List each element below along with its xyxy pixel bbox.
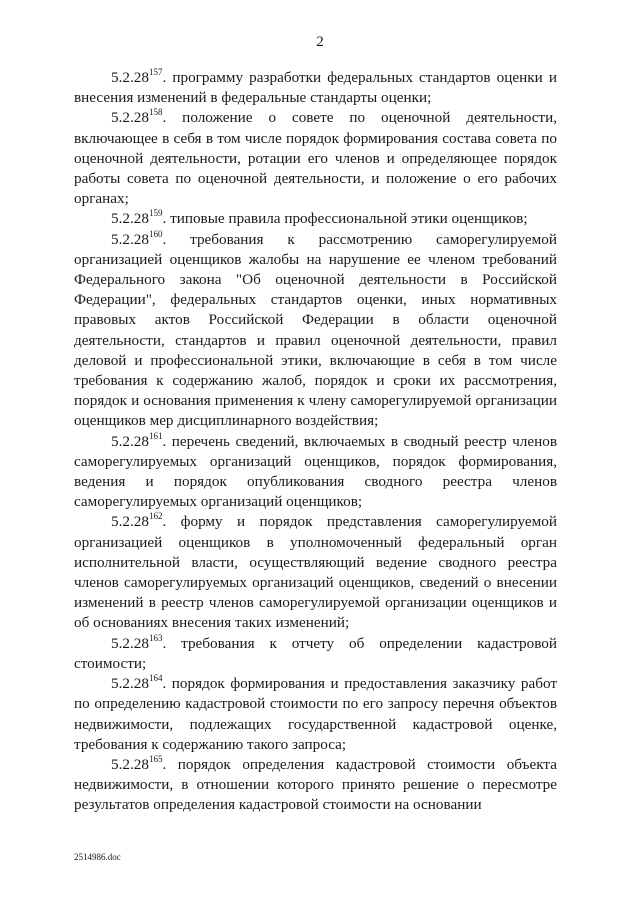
- clause-number: 5.2.28$^{162}$: [111, 511, 163, 531]
- list-item: [74, 512, 557, 633]
- clause-text: . порядок определения кадастровой стоимости объекта недвижимости, в отношении которого принято решение о пересмотре результатов определения кадастровой стоимости на основании: [74, 755, 557, 814]
- clause-text: . требования к рассмотрению саморегулируемой организацией оценщиков жалобы на нарушение ее членом требований Федерального закона "Об оценочной деятельности в Российской Федерации", федеральных стандартов оценки, иных нормативных правовых актов Российской Федерации в области оценочной деятельности, стандартов и правил оценочной деятельности, правил деловой и профессиональной этики, включающие в себя в том числе требования к содержанию жалоб, порядок и сроки их рассмотрения, порядок и основания применения к члену саморегулируемой организации оценщиков мер дисциплинарного воздействия;: [74, 230, 557, 430]
- clause-text: . форму и порядок представления саморегулируемой организацией оценщиков в уполномоченный федеральный орган исполнительной власти, осуществляющий ведение сводного реестра членов саморегулируемых организаций оценщиков, сведений о внесении изменений в реестр членов саморегулируемой организации оценщиков и об основаниях внесения таких изменений;: [74, 513, 557, 632]
- list-item: [74, 68, 557, 108]
- clause-number: 5.2.28$^{165}$: [111, 753, 163, 773]
- file-name-footer: 2514986.doc: [74, 852, 121, 862]
- clause-text: . перечень сведений, включаемых в сводный реестр членов саморегулируемых организаций оценщиков, порядок формирования, ведения и порядок опубликования сводного реестра членов саморегулируемых организаций оценщиков;: [74, 432, 557, 511]
- clause-number: 5.2.28$^{157}$: [111, 66, 163, 86]
- clause-text: . порядок формирования и предоставления заказчику работ по определению кадастровой стоимости по его запросу перечня объектов недвижимости, подлежащих государственной кадастровой оценке, требования к содержанию такого запроса;: [74, 675, 557, 753]
- clause-number: 5.2.28$^{158}$: [111, 107, 163, 127]
- document-body: [74, 68, 557, 816]
- clause-number: 5.2.28$^{159}$: [111, 208, 163, 228]
- clause-number: 5.2.28$^{160}$: [111, 228, 163, 248]
- list-item: [74, 674, 557, 755]
- clause-number: 5.2.28$^{164}$: [111, 673, 163, 693]
- list-item: [74, 230, 557, 432]
- list-item: [74, 108, 557, 209]
- list-item: [74, 755, 557, 816]
- list-item: [74, 634, 557, 674]
- list-item: [74, 432, 557, 513]
- clause-text: . положение о совете по оценочной деятельности, включающее в себя в том числе порядок формирования состава совета по оценочной деятельности, ротации его членов и определяющее порядок работы совета по оценочной деятельности, и положение о его рабочих органах;: [74, 109, 557, 208]
- clause-text: . требования к отчету об определении кадастровой стоимости;: [74, 634, 557, 672]
- clause-text: . программу разработки федеральных стандартов оценки и внесения изменений в федеральные стандарты оценки;: [74, 69, 557, 107]
- clause-text: . типовые правила профессиональной этики оценщиков;: [162, 210, 528, 228]
- clause-number: 5.2.28$^{163}$: [111, 632, 163, 652]
- page-number: 2: [316, 34, 324, 50]
- list-item: [74, 209, 557, 229]
- clause-number: 5.2.28$^{161}$: [111, 430, 163, 450]
